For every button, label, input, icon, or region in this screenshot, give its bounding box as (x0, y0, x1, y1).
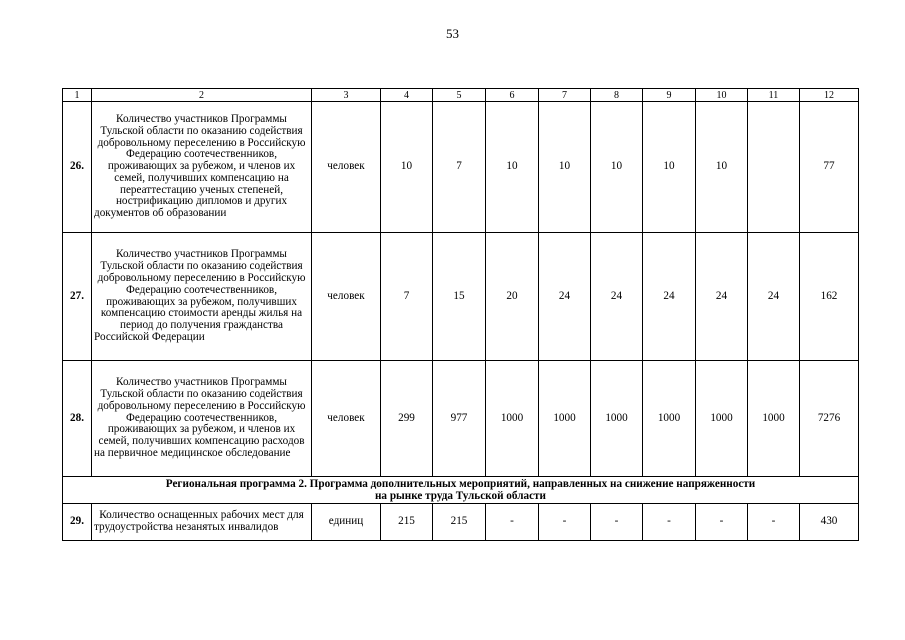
value-cell: 7 (381, 233, 433, 361)
table-row (63, 102, 859, 233)
column-number: 6 (486, 89, 539, 102)
indicator-name: Количество участников Программы Тульской области по оказанию содействия добровольному переселению в Российскую Федерацию соотечественников, проживающих за рубежом, получивших компенсацию стоимости аренды жилья на период до получения гражданства Российской Федерации (92, 233, 312, 361)
unit-cell: человек (312, 233, 381, 361)
column-number: 12 (800, 89, 859, 102)
value-cell (748, 102, 800, 233)
value-cell: 10 (696, 102, 748, 233)
value-cell: - (643, 504, 696, 541)
value-cell: 7 (433, 102, 486, 233)
section-header-row (63, 477, 859, 504)
value-cell: 215 (433, 504, 486, 541)
row-number: 27. (63, 233, 92, 361)
value-cell: 1000 (748, 361, 800, 477)
value-cell: - (748, 504, 800, 541)
value-cell: 10 (381, 102, 433, 233)
column-number: 8 (591, 89, 643, 102)
indicator-name: Количество оснащенных рабочих мест для трудоустройства незанятых инвалидов (92, 504, 312, 541)
value-cell: 1000 (539, 361, 591, 477)
page-number: 53 (446, 26, 459, 41)
value-cell: 977 (433, 361, 486, 477)
value-cell: 299 (381, 361, 433, 477)
total-cell: 77 (800, 102, 859, 233)
value-cell: 24 (643, 233, 696, 361)
column-number: 9 (643, 89, 696, 102)
column-number-row (63, 89, 859, 102)
unit-cell: человек (312, 361, 381, 477)
column-number: 1 (63, 89, 92, 102)
unit-cell: человек (312, 102, 381, 233)
value-cell: 10 (643, 102, 696, 233)
value-cell: - (591, 504, 643, 541)
value-cell: 20 (486, 233, 539, 361)
total-cell: 7276 (800, 361, 859, 477)
value-cell: 24 (696, 233, 748, 361)
value-cell: 1000 (591, 361, 643, 477)
value-cell: 1000 (696, 361, 748, 477)
table-row (63, 233, 859, 361)
column-number: 7 (539, 89, 591, 102)
unit-cell: единиц (312, 504, 381, 541)
section-title-line-1: Региональная программа 2. Программа дополнительных мероприятий, направленных на снижение напряженности (165, 478, 756, 490)
total-cell: 162 (800, 233, 859, 361)
total-cell: 430 (800, 504, 859, 541)
value-cell: 10 (486, 102, 539, 233)
value-cell: 15 (433, 233, 486, 361)
value-cell: - (539, 504, 591, 541)
column-number: 11 (748, 89, 800, 102)
table-row (63, 504, 859, 541)
row-number: 29. (63, 504, 92, 541)
column-number: 2 (92, 89, 312, 102)
value-cell: 1000 (643, 361, 696, 477)
value-cell: 1000 (486, 361, 539, 477)
value-cell: 24 (748, 233, 800, 361)
value-cell: - (696, 504, 748, 541)
column-number: 10 (696, 89, 748, 102)
value-cell: 10 (539, 102, 591, 233)
value-cell: - (486, 504, 539, 541)
column-number: 3 (312, 89, 381, 102)
indicator-name: Количество участников Программы Тульской области по оказанию содействия добровольному переселению в Российскую Федерацию соотечественников, проживающих за рубежом, и членов их семей, получивших компенсацию на переаттестацию ученых степеней, нострификацию дипломов и других документов об образовании (92, 102, 312, 233)
row-number: 26. (63, 102, 92, 233)
table-row (63, 361, 859, 477)
indicator-name: Количество участников Программы Тульской области по оказанию содействия добровольному переселению в Российскую Федерацию соотечественников, проживающих за рубежом, и членов их семей, получивших компенсацию расходов на первичное медицинское обследование (92, 361, 312, 477)
section-title-line-2: на рынке труда Тульской области (374, 490, 546, 502)
value-cell: 215 (381, 504, 433, 541)
section-title (63, 477, 859, 504)
row-number: 28. (63, 361, 92, 477)
value-cell: 10 (591, 102, 643, 233)
column-number: 4 (381, 89, 433, 102)
value-cell: 24 (539, 233, 591, 361)
indicators-table (62, 88, 859, 541)
value-cell: 24 (591, 233, 643, 361)
column-number: 5 (433, 89, 486, 102)
